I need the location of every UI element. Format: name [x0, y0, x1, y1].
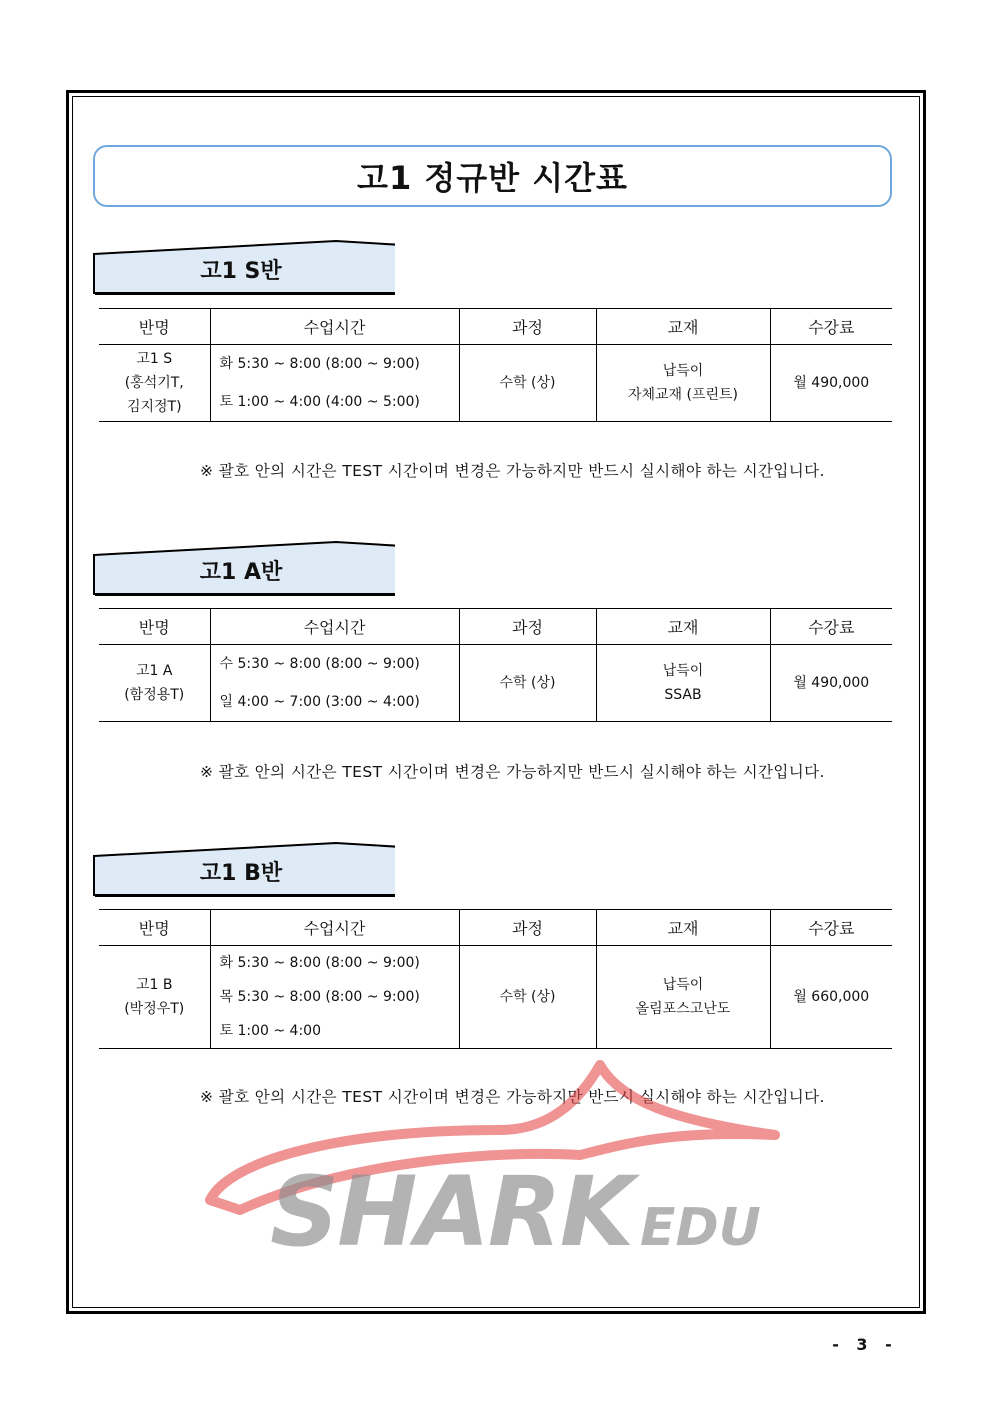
table-header-row [99, 309, 892, 345]
class-time-cell [210, 345, 459, 422]
header-class-time: 수업시간 [210, 910, 459, 946]
section-tab-b [93, 842, 395, 898]
class-time-line: 토 1:00 ~ 4:00 (4:00 ~ 5:00) [219, 394, 420, 410]
header-textbook: 교재 [596, 910, 770, 946]
header-course: 과정 [459, 609, 596, 645]
class-name-cell [99, 345, 210, 422]
svg-text:SHARK: SHARK [270, 1156, 633, 1260]
course-cell: 수학 (상) [459, 946, 596, 1049]
class-name-cell [99, 946, 210, 1049]
section-tab-label: 고1 A반 [199, 560, 283, 585]
header-textbook: 교재 [596, 309, 770, 345]
header-course: 과정 [459, 910, 596, 946]
header-class-name: 반명 [99, 309, 210, 345]
shark-edu-logo [200, 1060, 800, 1260]
header-course: 과정 [459, 309, 596, 345]
class-time-cell [210, 946, 459, 1049]
section-tab-label: 고1 S반 [200, 259, 282, 284]
table-header-row [99, 609, 892, 645]
table-row [99, 345, 892, 422]
header-class-time: 수업시간 [210, 309, 459, 345]
class-teacher-line: 김지정T) [126, 399, 182, 415]
class-time-line: 토 1:00 ~ 4:00 [219, 1023, 321, 1039]
header-class-time: 수업시간 [210, 609, 459, 645]
header-fee: 수강료 [770, 910, 892, 946]
header-class-name: 반명 [99, 609, 210, 645]
course-cell: 수학 (상) [459, 645, 596, 722]
class-name-cell [99, 645, 210, 722]
page-title: 고1 정규반 시간표 [93, 145, 892, 207]
svg-text:EDU: EDU [640, 1198, 761, 1258]
class-time-line: 화 5:30 ~ 8:00 (8:00 ~ 9:00) [219, 955, 420, 971]
textbook-line: 납득이 [662, 363, 704, 379]
textbook-line: 납득이 [662, 977, 704, 993]
class-name-line: 고1 A [136, 663, 173, 679]
class-teacher-line: (박정우T) [124, 1001, 185, 1017]
fee-cell: 월 490,000 [770, 645, 892, 722]
textbook-line: 납득이 [662, 663, 704, 679]
section-tab-a [93, 541, 395, 597]
class-time-line: 수 5:30 ~ 8:00 (8:00 ~ 9:00) [219, 656, 420, 672]
class-teacher-line: (함정용T) [124, 687, 185, 703]
schedule-table-s [99, 308, 892, 422]
textbook-cell [596, 345, 770, 422]
test-time-note: ※ 괄호 안의 시간은 TEST 시간이며 변경은 가능하지만 반드시 실시해야 하는 시간입니다. [200, 462, 825, 480]
header-textbook: 교재 [596, 609, 770, 645]
test-time-note: ※ 괄호 안의 시간은 TEST 시간이며 변경은 가능하지만 반드시 실시해야 하는 시간입니다. [200, 1088, 825, 1106]
class-time-line: 일 4:00 ~ 7:00 (3:00 ~ 4:00) [219, 694, 420, 710]
table-header-row [99, 910, 892, 946]
page-number: - 3 - [832, 1335, 898, 1354]
textbook-line: 올림포스고난도 [635, 1001, 731, 1017]
textbook-line: 자체교재 (프린트) [627, 387, 739, 403]
header-fee: 수강료 [770, 309, 892, 345]
section-tab-label: 고1 B반 [199, 861, 283, 886]
test-time-note: ※ 괄호 안의 시간은 TEST 시간이며 변경은 가능하지만 반드시 실시해야 하는 시간입니다. [200, 763, 825, 781]
class-teacher-line: (홍석기T, [124, 375, 184, 391]
class-name-line: 고1 S [136, 351, 173, 367]
fee-cell: 월 660,000 [770, 946, 892, 1049]
header-fee: 수강료 [770, 609, 892, 645]
table-row [99, 946, 892, 1049]
textbook-cell [596, 645, 770, 722]
class-time-line: 화 5:30 ~ 8:00 (8:00 ~ 9:00) [219, 356, 420, 372]
class-time-line: 목 5:30 ~ 8:00 (8:00 ~ 9:00) [219, 989, 420, 1005]
table-row [99, 645, 892, 722]
header-class-name: 반명 [99, 910, 210, 946]
course-cell: 수학 (상) [459, 345, 596, 422]
section-tab-s [93, 240, 395, 296]
schedule-table-a [99, 608, 892, 722]
fee-cell: 월 490,000 [770, 345, 892, 422]
schedule-table-b [99, 909, 892, 1049]
textbook-line: SSAB [664, 687, 702, 703]
class-name-line: 고1 B [136, 977, 173, 993]
class-time-cell [210, 645, 459, 722]
textbook-cell [596, 946, 770, 1049]
